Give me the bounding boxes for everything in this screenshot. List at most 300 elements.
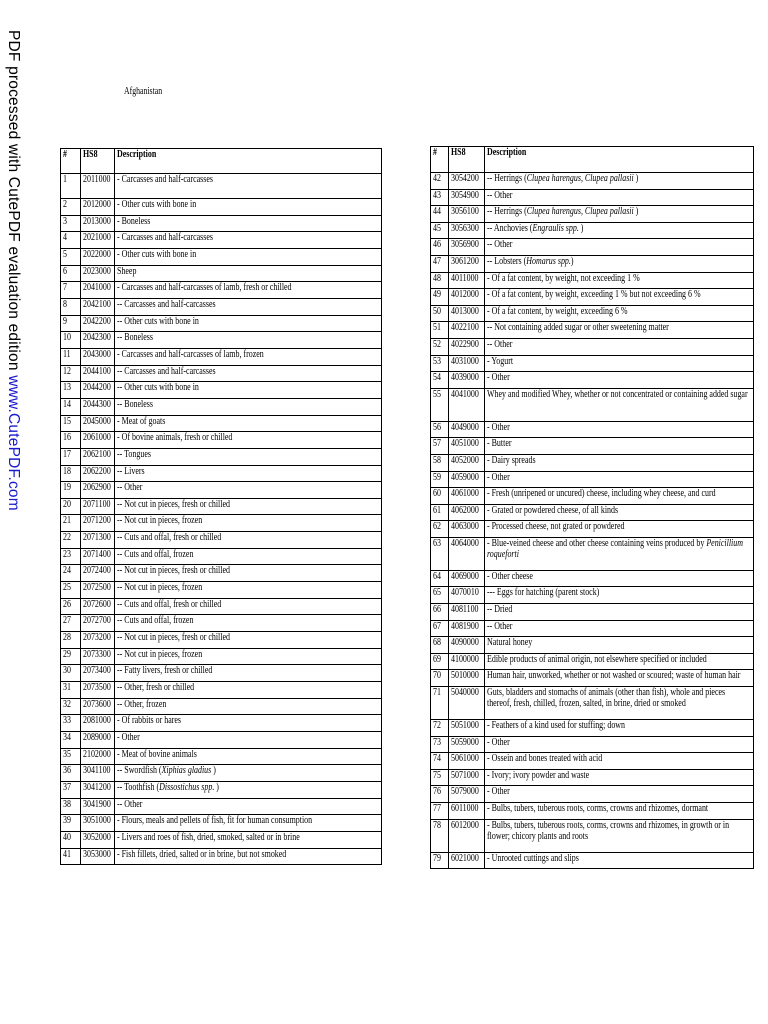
table-row xyxy=(61,248,382,265)
row-number: 59 xyxy=(431,471,449,488)
row-number: 26 xyxy=(61,598,81,615)
row-number: 55 xyxy=(431,388,449,421)
row-number: 50 xyxy=(431,305,449,322)
table-row xyxy=(61,615,382,632)
table-row xyxy=(431,289,754,306)
table-row xyxy=(61,448,382,465)
description: -- Livers xyxy=(115,465,382,482)
description: -- Herrings (Clupea harengus, Clupea pallasii ) xyxy=(485,173,754,190)
description: -- Other xyxy=(115,482,382,499)
table-row xyxy=(61,382,382,399)
description: -- Swordfish (Xiphias gladius ) xyxy=(115,765,382,782)
description: - Other xyxy=(485,736,754,753)
description: - Grated or powdered cheese, of all kinds xyxy=(485,504,754,521)
description: - Of bovine animals, fresh or chilled xyxy=(115,432,382,449)
hs8-code: 3051000 xyxy=(81,815,115,832)
hs8-code: 4059000 xyxy=(449,471,485,488)
table-row xyxy=(61,682,382,699)
hs8-code: 2062100 xyxy=(81,448,115,465)
hs8-code: 2041000 xyxy=(81,282,115,299)
table-row xyxy=(61,315,382,332)
hs8-code: 4061000 xyxy=(449,488,485,505)
description: - Other xyxy=(485,421,754,438)
table-row xyxy=(61,815,382,832)
description: -- Cuts and offal, fresh or chilled xyxy=(115,598,382,615)
row-number: 23 xyxy=(61,548,81,565)
hs8-code: 2071200 xyxy=(81,515,115,532)
table-row xyxy=(61,398,382,415)
hs8-code: 4041000 xyxy=(449,388,485,421)
table-row xyxy=(61,632,382,649)
table-row xyxy=(431,720,754,737)
hs8-code: 4062000 xyxy=(449,504,485,521)
hs8-code: 4090000 xyxy=(449,637,485,654)
table-row xyxy=(431,454,754,471)
hs8-code: 3052000 xyxy=(81,831,115,848)
row-number: 3 xyxy=(61,215,81,232)
table-row xyxy=(431,670,754,687)
table-row xyxy=(61,365,382,382)
hs8-code: 2072600 xyxy=(81,598,115,615)
description: - Feathers of a kind used for stuffing; down xyxy=(485,720,754,737)
table-row xyxy=(61,598,382,615)
description: - Flours, meals and pellets of fish, fit for human consumption xyxy=(115,815,382,832)
row-number: 18 xyxy=(61,465,81,482)
description: - Processed cheese, not grated or powdered xyxy=(485,521,754,538)
table-row xyxy=(431,687,754,720)
hs8-code: 4051000 xyxy=(449,438,485,455)
description: - Carcasses and half-carcasses of lamb, frozen xyxy=(115,348,382,365)
table-row xyxy=(431,587,754,604)
row-number: 25 xyxy=(61,582,81,599)
hs8-code: 2072400 xyxy=(81,565,115,582)
row-number: 66 xyxy=(431,604,449,621)
description: - Ossein and bones treated with acid xyxy=(485,753,754,770)
row-number: 48 xyxy=(431,272,449,289)
hs8-code: 4012000 xyxy=(449,289,485,306)
description: -- Carcasses and half-carcasses xyxy=(115,365,382,382)
row-number: 29 xyxy=(61,648,81,665)
table-row xyxy=(431,372,754,389)
header-num: # xyxy=(431,147,449,173)
row-number: 78 xyxy=(431,819,449,852)
table-row xyxy=(61,798,382,815)
row-number: 39 xyxy=(61,815,81,832)
hs8-code: 3041100 xyxy=(81,765,115,782)
table-row xyxy=(61,348,382,365)
scientific-name: Clupea harengus, Clupea pallasii xyxy=(526,173,634,184)
country-name: Afghanistan xyxy=(124,86,163,97)
row-number: 12 xyxy=(61,365,81,382)
description: - Other xyxy=(485,786,754,803)
row-number: 47 xyxy=(431,255,449,272)
description: -- Carcasses and half-carcasses xyxy=(115,298,382,315)
row-number: 74 xyxy=(431,753,449,770)
description: -- Other xyxy=(485,620,754,637)
hs8-code: 2071100 xyxy=(81,498,115,515)
description: -- Cuts and offal, frozen xyxy=(115,548,382,565)
description: Edible products of animal origin, not elsewhere specified or included xyxy=(485,653,754,670)
table-row xyxy=(61,298,382,315)
hs8-code: 2044300 xyxy=(81,398,115,415)
hs8-code: 4081100 xyxy=(449,604,485,621)
table-row xyxy=(431,753,754,770)
description: - Boneless xyxy=(115,215,382,232)
row-number: 5 xyxy=(61,248,81,265)
row-number: 36 xyxy=(61,765,81,782)
table-row xyxy=(61,415,382,432)
description: Guts, bladders and stomachs of animals (other than fish), whole and pieces thereof, fresh, chilled, frozen, salted, in brine, dried or smoked xyxy=(485,687,754,720)
row-number: 72 xyxy=(431,720,449,737)
hs8-code: 6012000 xyxy=(449,819,485,852)
table-row xyxy=(431,736,754,753)
row-number: 75 xyxy=(431,769,449,786)
row-number: 68 xyxy=(431,637,449,654)
description: - Carcasses and half-carcasses xyxy=(115,232,382,249)
row-number: 42 xyxy=(431,173,449,190)
table-row xyxy=(61,732,382,749)
row-number: 45 xyxy=(431,222,449,239)
row-number: 61 xyxy=(431,504,449,521)
table-row xyxy=(431,504,754,521)
hs8-code: 2044200 xyxy=(81,382,115,399)
hs8-code: 2042300 xyxy=(81,332,115,349)
description: - Other cuts with bone in xyxy=(115,248,382,265)
hs8-code: 4011000 xyxy=(449,272,485,289)
table-row xyxy=(431,173,754,190)
row-number: 56 xyxy=(431,421,449,438)
hs8-code: 5059000 xyxy=(449,736,485,753)
row-number: 79 xyxy=(431,852,449,869)
row-number: 63 xyxy=(431,537,449,570)
table-row xyxy=(61,648,382,665)
table-row xyxy=(61,565,382,582)
hs8-code: 2071400 xyxy=(81,548,115,565)
description: - Of a fat content, by weight, exceeding 6 % xyxy=(485,305,754,322)
hs8-code: 3056100 xyxy=(449,206,485,223)
row-number: 13 xyxy=(61,382,81,399)
hs8-code: 2073600 xyxy=(81,698,115,715)
table-row xyxy=(431,255,754,272)
scientific-name: Clupea harengus, Clupea pallasii xyxy=(526,206,634,218)
table-row xyxy=(431,388,754,421)
hs8-code: 3041200 xyxy=(81,781,115,798)
description: - Other xyxy=(485,372,754,389)
hs8-code: 4031000 xyxy=(449,355,485,372)
hs8-code: 2102000 xyxy=(81,748,115,765)
row-number: 35 xyxy=(61,748,81,765)
scientific-name: Xiphias gladius xyxy=(161,765,212,777)
hs8-code: 2072700 xyxy=(81,615,115,632)
hs8-code: 4100000 xyxy=(449,653,485,670)
table-row xyxy=(61,698,382,715)
scientific-name: Dissostichus spp. xyxy=(159,781,215,793)
description: -- Herrings (Clupea harengus, Clupea pallasii ) xyxy=(485,206,754,223)
description: Natural honey xyxy=(485,637,754,654)
table-row xyxy=(431,239,754,256)
hs8-code: 2013000 xyxy=(81,215,115,232)
description: -- Tongues xyxy=(115,448,382,465)
description: - Yogurt xyxy=(485,355,754,372)
watermark-link[interactable]: www.CutePDF.com xyxy=(5,375,22,511)
hs8-code: 2012000 xyxy=(81,199,115,216)
row-number: 1 xyxy=(61,174,81,199)
row-number: 37 xyxy=(61,781,81,798)
scientific-name: Engraulis spp. xyxy=(532,222,579,234)
description: - Butter xyxy=(485,438,754,455)
table-body-right xyxy=(431,173,754,869)
table-row xyxy=(431,272,754,289)
header-hs8: HS8 xyxy=(81,149,115,174)
description: -- Other cuts with bone in xyxy=(115,315,382,332)
table-row xyxy=(431,206,754,223)
row-number: 40 xyxy=(61,831,81,848)
description: -- Not cut in pieces, frozen xyxy=(115,648,382,665)
hs8-code: 4063000 xyxy=(449,521,485,538)
row-number: 67 xyxy=(431,620,449,637)
table-row xyxy=(61,199,382,216)
row-number: 7 xyxy=(61,282,81,299)
hs8-code: 5040000 xyxy=(449,687,485,720)
table-row xyxy=(61,215,382,232)
hs8-code: 2071300 xyxy=(81,532,115,549)
description: - Livers and roes of fish, dried, smoked, salted or in brine xyxy=(115,831,382,848)
row-number: 58 xyxy=(431,454,449,471)
table-row xyxy=(431,471,754,488)
table-row xyxy=(61,265,382,282)
description: -- Cuts and offal, fresh or chilled xyxy=(115,532,382,549)
header-description: Description xyxy=(485,147,754,173)
row-number: 6 xyxy=(61,265,81,282)
table-row xyxy=(431,189,754,206)
description: - Meat of goats xyxy=(115,415,382,432)
description: - Meat of bovine animals xyxy=(115,748,382,765)
table-header-row xyxy=(61,149,382,174)
hs8-code: 3053000 xyxy=(81,848,115,865)
description: Whey and modified Whey, whether or not concentrated or containing added sugar xyxy=(485,388,754,421)
table-row xyxy=(61,332,382,349)
hs8-code: 3061200 xyxy=(449,255,485,272)
description: --- Eggs for hatching (parent stock) xyxy=(485,587,754,604)
row-number: 76 xyxy=(431,786,449,803)
table-row xyxy=(61,174,382,199)
description: - Bulbs, tubers, tuberous roots, corms, crowns and rhizomes, in growth or in flower; chicory plants and roots xyxy=(485,819,754,852)
row-number: 10 xyxy=(61,332,81,349)
row-number: 62 xyxy=(431,521,449,538)
hs8-code: 4069000 xyxy=(449,570,485,587)
table-row xyxy=(61,582,382,599)
hs8-code: 2081000 xyxy=(81,715,115,732)
hs8-code: 4022900 xyxy=(449,338,485,355)
table-row xyxy=(431,637,754,654)
row-number: 43 xyxy=(431,189,449,206)
table-row xyxy=(61,665,382,682)
row-number: 49 xyxy=(431,289,449,306)
table-row xyxy=(431,786,754,803)
hs8-code: 4049000 xyxy=(449,421,485,438)
row-number: 21 xyxy=(61,515,81,532)
table-row xyxy=(431,620,754,637)
hs8-code: 3054900 xyxy=(449,189,485,206)
description: -- Fatty livers, fresh or chilled xyxy=(115,665,382,682)
hs-table-left xyxy=(60,148,382,865)
table-row xyxy=(431,322,754,339)
table-row xyxy=(61,848,382,865)
row-number: 54 xyxy=(431,372,449,389)
table-row xyxy=(431,338,754,355)
row-number: 24 xyxy=(61,565,81,582)
hs8-code: 2089000 xyxy=(81,732,115,749)
description: -- Not cut in pieces, frozen xyxy=(115,515,382,532)
row-number: 30 xyxy=(61,665,81,682)
header-num: # xyxy=(61,149,81,174)
hs8-code: 5051000 xyxy=(449,720,485,737)
hs8-code: 2073300 xyxy=(81,648,115,665)
hs8-code: 2072500 xyxy=(81,582,115,599)
description: -- Not cut in pieces, fresh or chilled xyxy=(115,632,382,649)
hs8-code: 5061000 xyxy=(449,753,485,770)
hs8-code: 2043000 xyxy=(81,348,115,365)
table-row xyxy=(61,515,382,532)
description: Sheep xyxy=(115,265,382,282)
hs8-code: 2023000 xyxy=(81,265,115,282)
hs8-code: 2061000 xyxy=(81,432,115,449)
hs8-code: 2062900 xyxy=(81,482,115,499)
table-row xyxy=(61,482,382,499)
hs8-code: 2045000 xyxy=(81,415,115,432)
table-row xyxy=(61,432,382,449)
table-row xyxy=(431,355,754,372)
table-row xyxy=(61,232,382,249)
hs8-code: 2062200 xyxy=(81,465,115,482)
table-row xyxy=(61,781,382,798)
scientific-name: Penicillium roqueforti xyxy=(487,537,743,560)
hs8-code: 3054200 xyxy=(449,173,485,190)
description: - Other cuts with bone in xyxy=(115,199,382,216)
description: -- Other xyxy=(485,189,754,206)
hs8-code: 4064000 xyxy=(449,537,485,570)
description: - Carcasses and half-carcasses xyxy=(115,174,382,199)
header-hs8: HS8 xyxy=(449,147,485,173)
row-number: 46 xyxy=(431,239,449,256)
table-row xyxy=(61,532,382,549)
table-row xyxy=(61,748,382,765)
hs8-code: 4081900 xyxy=(449,620,485,637)
hs8-code: 2042100 xyxy=(81,298,115,315)
hs8-code: 3041900 xyxy=(81,798,115,815)
table-row xyxy=(431,653,754,670)
hs8-code: 2073500 xyxy=(81,682,115,699)
row-number: 32 xyxy=(61,698,81,715)
row-number: 51 xyxy=(431,322,449,339)
row-number: 60 xyxy=(431,488,449,505)
table-row xyxy=(61,465,382,482)
table-row xyxy=(431,421,754,438)
table-row xyxy=(431,488,754,505)
description: -- Anchovies (Engraulis spp. ) xyxy=(485,222,754,239)
hs8-code: 2073400 xyxy=(81,665,115,682)
table-row xyxy=(61,498,382,515)
description: - Dairy spreads xyxy=(485,454,754,471)
hs8-code: 2022000 xyxy=(81,248,115,265)
table-body-left xyxy=(61,174,382,865)
hs8-code: 2042200 xyxy=(81,315,115,332)
description: - Of a fat content, by weight, not exceeding 1 % xyxy=(485,272,754,289)
hs8-code: 5079000 xyxy=(449,786,485,803)
hs8-code: 3056900 xyxy=(449,239,485,256)
description: - Bulbs, tubers, tuberous roots, corms, crowns and rhizomes, dormant xyxy=(485,803,754,820)
table-row xyxy=(61,548,382,565)
hs8-code: 2021000 xyxy=(81,232,115,249)
description: -- Cuts and offal, frozen xyxy=(115,615,382,632)
table-row xyxy=(431,852,754,869)
hs8-code: 4039000 xyxy=(449,372,485,389)
description: -- Not containing added sugar or other sweetening matter xyxy=(485,322,754,339)
table-row xyxy=(431,769,754,786)
description: - Unrooted cuttings and slips xyxy=(485,852,754,869)
table-row xyxy=(431,222,754,239)
row-number: 31 xyxy=(61,682,81,699)
row-number: 27 xyxy=(61,615,81,632)
table-row xyxy=(431,819,754,852)
description: -- Other xyxy=(485,338,754,355)
hs8-code: 4022100 xyxy=(449,322,485,339)
description: - Fresh (unripened or uncured) cheese, including whey cheese, and curd xyxy=(485,488,754,505)
table-header-row xyxy=(431,147,754,173)
hs8-code: 4052000 xyxy=(449,454,485,471)
hs8-code: 3056300 xyxy=(449,222,485,239)
row-number: 8 xyxy=(61,298,81,315)
description: -- Other, fresh or chilled xyxy=(115,682,382,699)
row-number: 16 xyxy=(61,432,81,449)
row-number: 34 xyxy=(61,732,81,749)
row-number: 33 xyxy=(61,715,81,732)
row-number: 52 xyxy=(431,338,449,355)
watermark-text: PDF processed with CutePDF evaluation edition xyxy=(5,30,22,376)
row-number: 65 xyxy=(431,587,449,604)
hs-table-right xyxy=(430,146,754,869)
scientific-name: Homarus spp. xyxy=(526,255,571,267)
description: -- Lobsters (Homarus spp.) xyxy=(485,255,754,272)
row-number: 44 xyxy=(431,206,449,223)
row-number: 28 xyxy=(61,632,81,649)
table-row xyxy=(431,604,754,621)
row-number: 19 xyxy=(61,482,81,499)
row-number: 9 xyxy=(61,315,81,332)
row-number: 41 xyxy=(61,848,81,865)
description: -- Dried xyxy=(485,604,754,621)
row-number: 53 xyxy=(431,355,449,372)
table-row xyxy=(61,831,382,848)
row-number: 2 xyxy=(61,199,81,216)
row-number: 70 xyxy=(431,670,449,687)
description: - Other cheese xyxy=(485,570,754,587)
table-row xyxy=(431,521,754,538)
table-row xyxy=(61,282,382,299)
description: - Of rabbits or hares xyxy=(115,715,382,732)
hs8-code: 5010000 xyxy=(449,670,485,687)
table-row xyxy=(61,715,382,732)
row-number: 4 xyxy=(61,232,81,249)
header-description: Description xyxy=(115,149,382,174)
description: -- Other xyxy=(485,239,754,256)
description: -- Toothfish (Dissostichus spp. ) xyxy=(115,781,382,798)
row-number: 17 xyxy=(61,448,81,465)
row-number: 22 xyxy=(61,532,81,549)
description: -- Boneless xyxy=(115,398,382,415)
table-row xyxy=(61,765,382,782)
row-number: 77 xyxy=(431,803,449,820)
